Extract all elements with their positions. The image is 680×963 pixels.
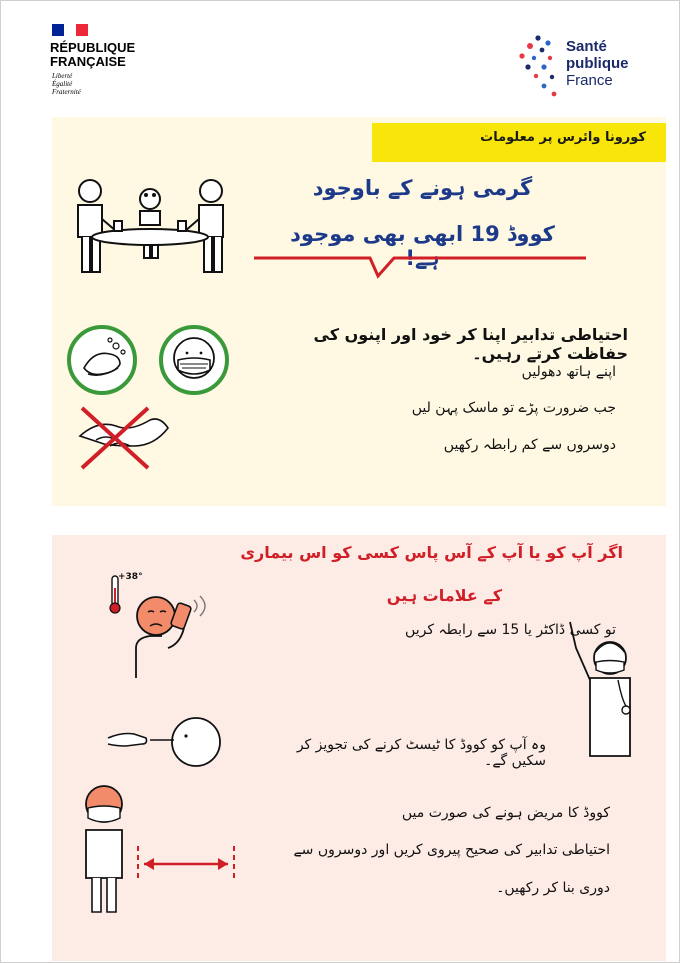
info-tab-label: کورونا وائرس پر معلومات [480,130,646,145]
symptoms-title-line1: اگر آپ کو یا آپ کے آس پاس کسی کو اس بیماری [240,543,623,562]
patient-instruction-line: کووڈ کا مریض ہونے کی صورت میں [401,805,610,821]
test-suggestion-text: وہ آپ کو کووڈ کا ٹیسٹ کرنے کی تجویز کر سکیں گے۔ [296,737,546,769]
distance-arrow-icon [138,846,234,880]
people-at-table-icon [68,175,238,280]
no-handshake-icon [80,408,168,468]
patient-instruction-line: احتیاطی تدابیر کی صحیح پیروی کریں اور دوسروں سے [293,842,610,858]
france-line: France [566,72,613,89]
temperature-label: +38° [118,572,143,582]
sante-publique-name [566,38,629,89]
isolated-person-icon [86,786,122,912]
face-mask-icon [161,327,227,393]
isolation-illustration [74,782,244,917]
measure-item: دوسروں سے کم رابطہ رکھیں [443,437,616,453]
headline-line2: کووڈ 19 ابھی بھی موجود ہے! [290,222,555,270]
sante-publique-logo-icon [518,34,558,102]
motto-liberte: Liberté [52,72,73,80]
french-flag-icon [52,24,88,36]
republique-francaise-logo [50,41,135,69]
symptoms-title-line2: کے علامات ہیں [386,586,502,605]
francaise-line: FRANÇAISE [50,54,126,69]
republique-line: RÉPUBLIQUE [50,40,136,55]
thermometer-icon [110,576,120,613]
sante-line: Santé [566,38,607,55]
patient-instruction-line: دوری بنا کر رکھیں۔ [496,880,610,896]
sick-person-phone-icon [106,570,216,680]
hygiene-icons-group [66,322,231,482]
contact-doctor-text: تو کسی ڈاکٹر یا 15 سے رابطہ کریں [405,622,616,638]
publique-line: publique [566,55,629,72]
motto-fraternite: Fraternité [52,88,81,96]
headline-line1: گرمی ہونے کے باوجود [312,176,533,200]
republic-motto [52,72,81,96]
doctor-icon [568,618,648,758]
speech-bubble-underline [252,248,588,278]
measures-title: احتیاطی تدابیر اپنا کر خود اور اپنوں کی حفاظت کرتے رہیں۔ [313,325,628,363]
measure-item: اپنے ہاتھ دھولیں [521,364,616,380]
hand-washing-icon [69,327,135,393]
measure-item: جب ضرورت پڑے تو ماسک پہن لیں [411,400,616,416]
nasal-swab-test-icon [104,712,224,772]
motto-egalite: Égalité [52,80,73,88]
